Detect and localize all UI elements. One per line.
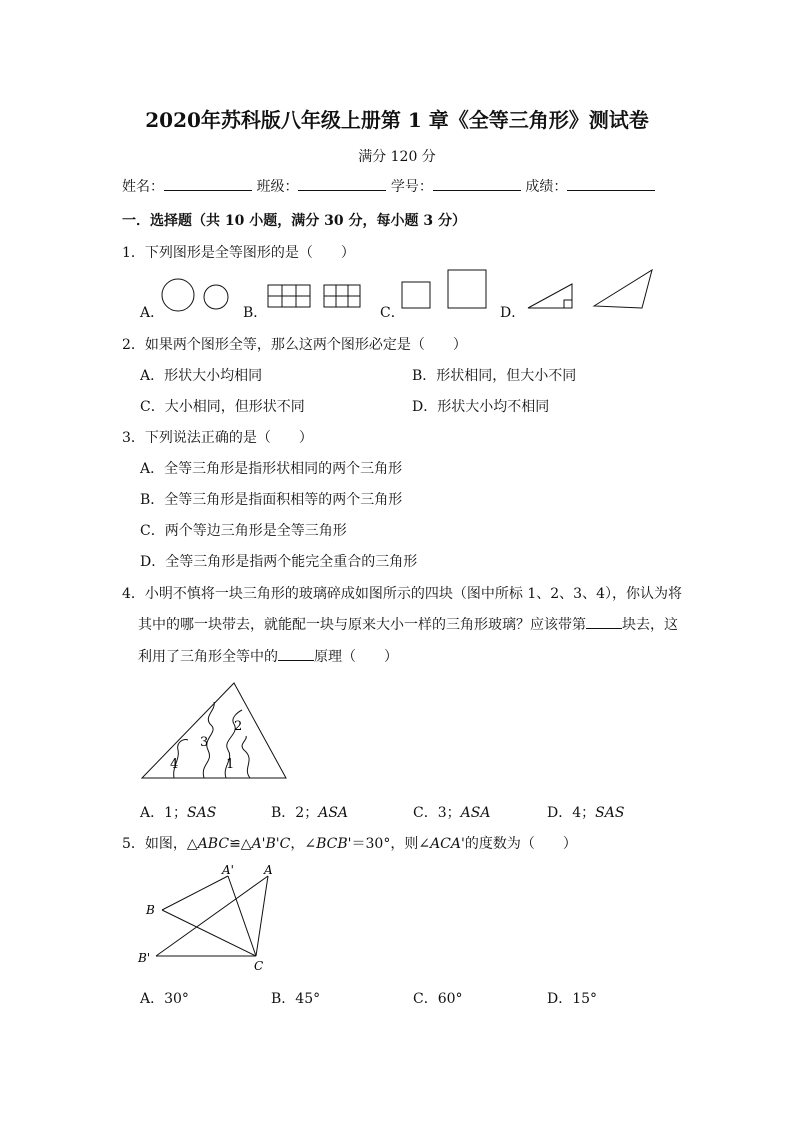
q5-label-a-prime: A' [222, 863, 234, 877]
q4-option-b-value: ASA [318, 805, 349, 821]
q5-label-c: C [254, 959, 264, 973]
q1-figure-c-squares [400, 268, 492, 314]
q5-label-b-prime: B' [138, 951, 151, 965]
info-fields-row [122, 176, 655, 196]
score-label: 成绩： [525, 179, 568, 195]
q4-option-c-value: ASA [460, 805, 491, 821]
class-blank[interactable] [298, 177, 386, 191]
q4-line2-text-b: 块去，这 [622, 617, 678, 633]
name-blank[interactable] [164, 177, 252, 191]
q4-piece-label-1: 1 [226, 757, 235, 772]
q1-figure-b-grids [266, 283, 366, 311]
q5-stem-part: 5．如图，△ [122, 836, 198, 852]
q4-option-a-prefix: A．1； [140, 805, 188, 821]
q4-stem-line1: 4．小明不慎将一块三角形的玻璃碎成如图所示的四块（图中所标 1、2、3、4），你认为将 [122, 586, 682, 602]
student-id-blank[interactable] [433, 177, 521, 191]
q1-figure-a-circles [160, 276, 235, 314]
q5-option-d[interactable]: D．15° [547, 991, 598, 1007]
score-blank[interactable] [567, 177, 655, 191]
q3-option-b[interactable]: B．全等三角形是指面积相等的两个三角形 [140, 492, 403, 508]
q5-angle-bcb: BCB' [316, 836, 352, 852]
section-heading: 一．选择题（共 10 小题，满分 30 分，每小题 3 分） [122, 213, 466, 229]
q4-option-c-prefix: C．3； [413, 805, 461, 821]
q5-label-a: A [264, 863, 273, 877]
q2-stem: 2．如果两个图形全等，那么这两个图形必定是（ ） [122, 337, 467, 353]
q5-stem-tail: 的度数为（ ） [464, 836, 577, 852]
q5-option-c[interactable]: C．60° [413, 991, 463, 1007]
q4-option-d-prefix: D．4； [547, 805, 596, 821]
q2-option-d[interactable]: D．形状大小均不相同 [412, 399, 550, 415]
q5-equals-part: ＝30°，则∠ [351, 836, 431, 852]
q5-option-b[interactable]: B．45° [271, 991, 321, 1007]
page-title: 2020年苏科版八年级上册第 1 章《全等三角形》测试卷 [145, 108, 649, 132]
q4-option-a[interactable] [140, 802, 216, 822]
q5-triangle-abc-prime: A'B'C [251, 836, 291, 852]
page-subtitle: 满分 120 分 [358, 149, 436, 165]
q5-option-a[interactable]: A．30° [140, 991, 189, 1007]
q2-option-a[interactable]: A．形状大小均相同 [140, 368, 263, 384]
q5-cong-symbol: ≌△ [229, 836, 252, 852]
q5-rotated-triangles-figure [136, 862, 286, 974]
q5-angle-symbol: ，∠ [290, 836, 317, 852]
q4-option-c[interactable] [413, 802, 490, 822]
q1-option-c-label: C． [380, 305, 405, 321]
q4-answer-blank-piece[interactable] [586, 615, 622, 629]
q1-option-d-label: D． [500, 305, 526, 321]
q4-line3-text-a: 利用了三角形全等中的 [138, 649, 278, 665]
q1-figure-d-triangles [524, 266, 656, 312]
q3-option-d[interactable]: D．全等三角形是指两个能完全重合的三角形 [140, 554, 418, 570]
q4-line2-text-a: 其中的哪一块带去，就能配一块与原来大小一样的三角形玻璃？应该带第 [138, 617, 586, 633]
student-id-label: 学号： [390, 179, 433, 195]
q4-broken-glass-figure [138, 680, 292, 784]
q4-option-a-value: SAS [187, 805, 217, 821]
q5-label-b: B [146, 903, 155, 917]
q4-option-b-prefix: B．2； [271, 805, 319, 821]
q2-option-b[interactable]: B．形状相同，但大小不同 [412, 368, 577, 384]
q3-option-a[interactable]: A．全等三角形是指形状相同的两个三角形 [140, 461, 403, 477]
q4-piece-label-4: 4 [170, 757, 179, 772]
q2-option-c[interactable]: C．大小相同，但形状不同 [140, 399, 305, 415]
q4-piece-label-3: 3 [200, 735, 209, 750]
q4-line3-text-b: 原理（ ） [314, 649, 398, 665]
q1-option-a-label: A． [140, 305, 165, 321]
q4-answer-blank-principle[interactable] [278, 647, 314, 661]
q4-stem-line2 [138, 614, 678, 634]
q5-stem [122, 833, 577, 853]
q4-option-d[interactable] [547, 802, 624, 822]
q4-option-b[interactable] [271, 802, 348, 822]
q1-option-b-label: B． [243, 305, 268, 321]
q5-triangle-abc: ABC [197, 836, 230, 852]
name-label: 姓名： [122, 179, 164, 195]
q4-option-d-value: SAS [595, 805, 625, 821]
q4-stem-line3 [138, 646, 398, 666]
q1-stem: 1．下列图形是全等图形的是（ ） [122, 245, 355, 261]
q4-piece-label-2: 2 [234, 719, 243, 734]
q3-stem: 3．下列说法正确的是（ ） [122, 430, 313, 446]
q5-angle-aca: ACA' [430, 836, 465, 852]
class-label: 班级： [256, 179, 299, 195]
q3-option-c[interactable]: C．两个等边三角形是全等三角形 [140, 523, 347, 539]
